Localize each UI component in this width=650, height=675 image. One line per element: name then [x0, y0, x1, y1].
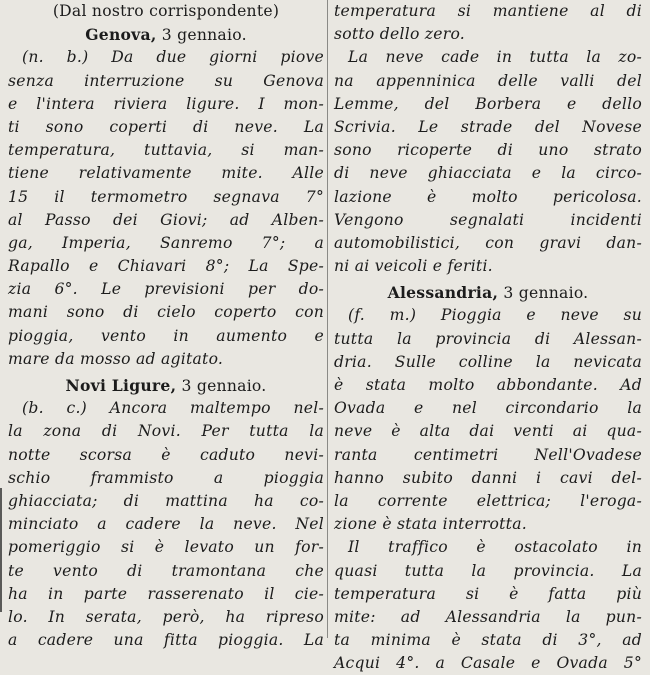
- text-line: ranta centimetri Nell'Ovadese: [334, 445, 642, 464]
- text-line: (n. b.) Da due giorni piove: [22, 48, 324, 67]
- genova-city: Genova,: [85, 25, 157, 45]
- novi-date: 3 gennaio.: [181, 377, 267, 395]
- text-line: e l'intera riviera ligure. I mon-: [8, 94, 324, 113]
- column-rule: [327, 0, 328, 638]
- text-line: pioggia, vento in aumento e: [8, 326, 324, 345]
- text-line: a cadere una fitta pioggia. La: [8, 631, 324, 650]
- alessandria-date: 3 gennaio.: [503, 284, 589, 303]
- text-line: zia 6°. Le previsioni per do-: [8, 280, 324, 299]
- text-line: ni ai veicoli e feriti.: [334, 257, 493, 276]
- text-line: ha in parte rasserenato il cie-: [8, 584, 324, 603]
- text-line: na appenninica delle valli del: [334, 71, 642, 90]
- text-line: Scrivia. Le strade del Novese: [334, 117, 642, 136]
- text-line: di neve ghiacciata e la circo-: [334, 164, 642, 183]
- text-line: Acqui 4°. a Casale e Ovada 5°: [334, 654, 642, 673]
- text-line: al Passo dei Giovi; ad Alben-: [8, 210, 324, 229]
- text-line: lazione è molto pericolosa.: [334, 187, 642, 206]
- text-line: pomeriggio si è levato un for-: [8, 538, 324, 557]
- text-line: mite: ad Alessandria la pun-: [334, 607, 642, 626]
- text-line: ti sono coperti di neve. La: [8, 117, 324, 136]
- novi-heading: [8, 374, 324, 397]
- text-line: hanno subito danni i cavi del-: [334, 468, 642, 487]
- text-line: la corrente elettrica; l'eroga-: [334, 491, 642, 510]
- text-line: La neve cade in tutta la zo-: [348, 48, 642, 67]
- genova-heading: [8, 23, 324, 46]
- text-line: ta minima è stata di 3°, ad: [334, 631, 642, 650]
- novi-city: Novi Ligure,: [65, 376, 177, 395]
- text-line: mare da mosso ad agitato.: [8, 349, 224, 368]
- text-line: la zona di Novi. Per tutta la: [8, 422, 324, 441]
- left-column: [8, 0, 324, 652]
- text-line: tiene relativamente mite. Alle: [8, 164, 324, 183]
- text-line: lo. In serata, però, ha ripreso: [8, 607, 324, 626]
- text-line: temperatura si è fatta più: [334, 584, 642, 603]
- text-line: sotto dello zero.: [334, 25, 466, 44]
- text-line: è stata molto abbondante. Ad: [334, 376, 642, 394]
- genova-date: 3 gennaio.: [161, 26, 247, 45]
- text-line: quasi tutta la provincia. La: [334, 561, 642, 580]
- text-line: Rapallo e Chiavari 8°; La Spe-: [8, 257, 324, 276]
- text-line: Vengono segnalati incidenti: [334, 210, 642, 229]
- text-line: te vento di tramontana che: [8, 561, 324, 580]
- text-line: Il traffico è ostacolato in: [348, 538, 642, 557]
- alessandria-heading: [334, 281, 642, 304]
- text-line: ga, Imperia, Sanremo 7°; a: [8, 233, 324, 252]
- text-line: temperatura, tuttavia, si man-: [8, 141, 324, 160]
- text-line: (f. m.) Pioggia e neve su: [348, 306, 642, 325]
- text-line: senza interruzione su Genova: [8, 71, 324, 90]
- text-line: Lemme, del Borbera e dello: [334, 94, 642, 113]
- text-line: mani sono di cielo coperto con: [8, 303, 324, 322]
- right-column: [334, 0, 642, 675]
- text-line: dria. Sulle colline la nevicata: [334, 352, 642, 371]
- text-line: sono ricoperte di uno strato: [334, 141, 642, 160]
- text-line: notte scorsa è caduto nevi-: [8, 445, 324, 464]
- dateline: (Dal nostro corrispondente): [52, 2, 280, 20]
- text-line: automobilistici, con gravi dan-: [334, 233, 642, 252]
- text-line: neve è alta dai venti ai qua-: [334, 422, 642, 441]
- alessandria-city: Alessandria,: [387, 283, 499, 303]
- text-line: zione è stata interrotta.: [334, 515, 527, 534]
- text-line: (b. c.) Ancora maltempo nel-: [22, 399, 324, 418]
- page-edge-mark: [0, 488, 2, 612]
- text-line: minciato a cadere la neve. Nel: [8, 515, 324, 534]
- text-line: Ovada e nel circondario la: [334, 399, 642, 418]
- text-line: schio frammisto a pioggia: [8, 468, 324, 487]
- text-line: 15 il termometro segnava 7°: [8, 187, 324, 206]
- text-line: ghiacciata; di mattina ha co-: [8, 491, 324, 510]
- text-line: temperatura si mantiene al di: [334, 2, 642, 20]
- text-line: tutta la provincia di Alessan-: [334, 329, 642, 348]
